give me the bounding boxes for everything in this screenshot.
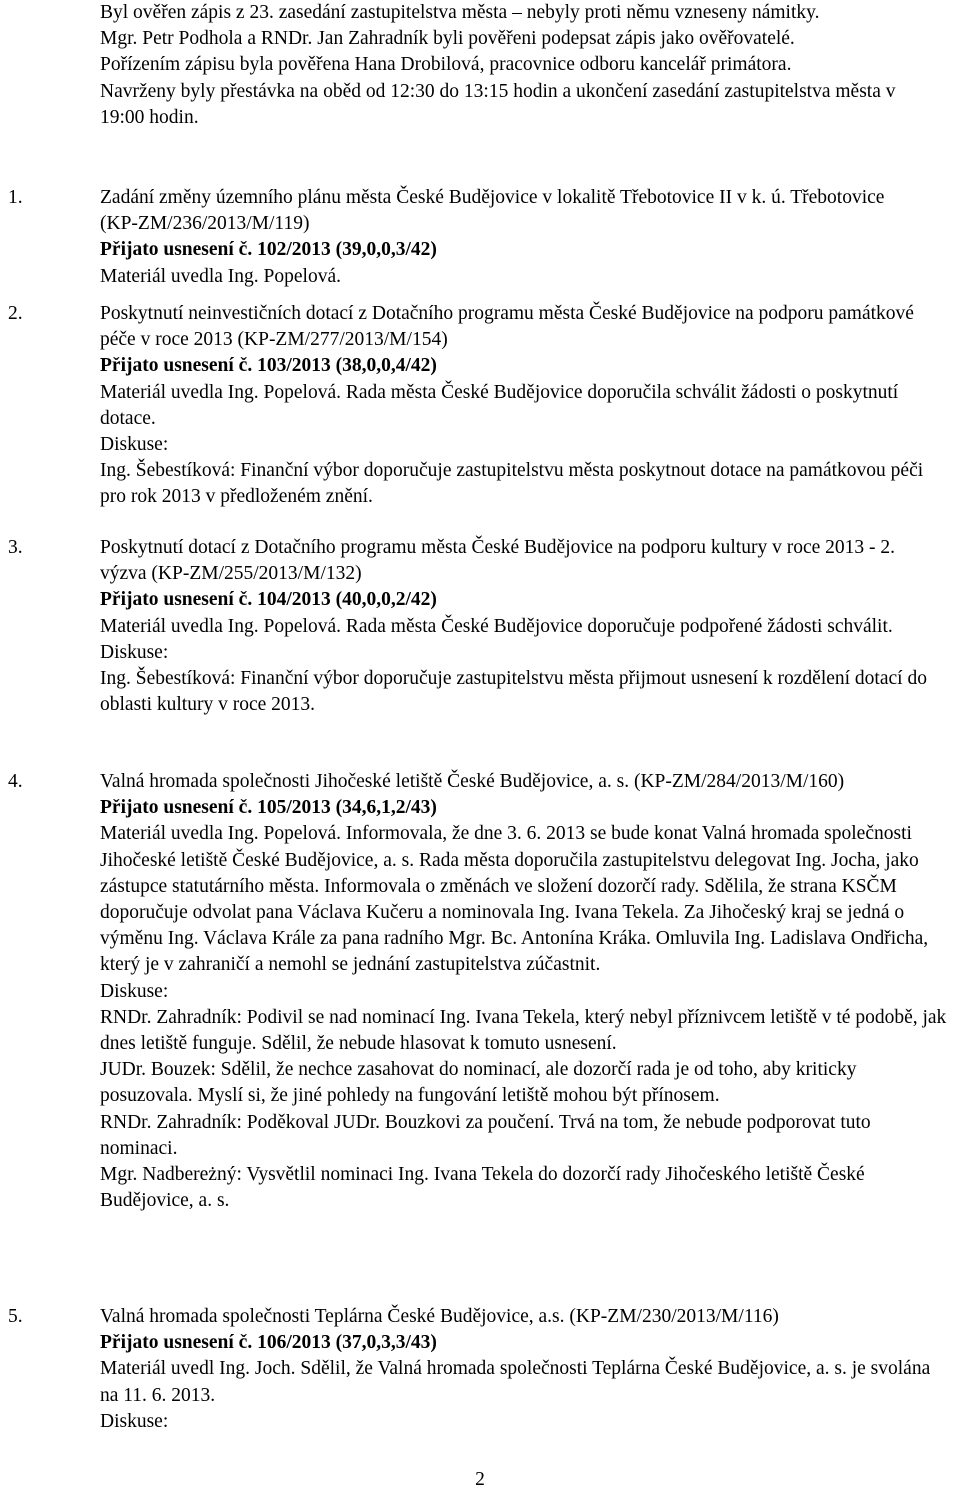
agenda-item-paragraph: RNDr. Zahradník: Podivil se nad nominací Ing. Ivana Tekela, který nebyl příznivcem letiště v té podobě, jak dnes letiště funguje. Sdělil, že nebude hlasovat k tomuto usnesení.	[100, 1006, 947, 1055]
agenda-item-body	[100, 769, 952, 1214]
agenda-item-paragraph: Materiál uvedla Ing. Popelová.	[100, 265, 341, 287]
resolution-line: Přijato usnesení č. 106/2013 (37,0,3,3/43)	[100, 1332, 437, 1354]
agenda-item-paragraph: Ing. Šebestíková: Finanční výbor doporučuje zastupitelstvu města přijmout usnesení k rozdělení dotací do oblasti kultury v roce 2013.	[100, 668, 927, 716]
intro-paragraph: Byl ověřen zápis z 23. zasedání zastupitelstva města – nebyly proti němu vzneseny námitky.	[100, 2, 820, 23]
agenda-item-number: 5.	[8, 1306, 23, 1327]
discussion-label: Diskuse:	[100, 980, 169, 1002]
intro-section	[100, 0, 930, 131]
agenda-item-body	[100, 301, 952, 511]
discussion-label: Diskuse:	[100, 641, 169, 663]
agenda-item-paragraph: JUDr. Bouzek: Sdělil, že nechce zasahovat do nominací, ale dozorčí rada je od toho, aby kriticky posuzovala. Myslí si, že jiné pohledy na fungování letiště mohou být přínosem.	[100, 1059, 857, 1107]
agenda-item-body	[100, 535, 930, 718]
resolution-line: Přijato usnesení č. 105/2013 (34,6,1,2/43)	[100, 797, 437, 819]
agenda-item-title: Poskytnutí dotací z Dotačního programu města České Budějovice na podporu kultury v roce 2013 - 2. výzva (KP-ZM/255/2013/M/132)	[100, 537, 895, 585]
agenda-item-paragraph: Materiál uvedla Ing. Popelová. Informovala, že dne 3. 6. 2013 se bude konat Valná hromada společnosti Jihočeské letiště České Budějovice, a. s. Rada města doporučila zastupitelstvu delegovat Ing. Jocha, jako zástupce statutárního města. Informovala o změnách ve složení dozorčí rady. Sdělila, že strana KSČM doporučuje odvolat pana Václava Kučeru a nominovala Ing. Ivana Tekela. Za Jihočeský kraj se jedná o výměnu Ing. Václava Krále za pana radního Mgr. Bc. Antonína Kráka. Omluvila Ing. Ladislava Ondřicha, který je v zahraničí a nemohl se jednání zastupitelstva zúčastnit.	[100, 823, 929, 976]
resolution-line: Přijato usnesení č. 103/2013 (38,0,0,4/42)	[100, 355, 437, 377]
agenda-item-title: Valná hromada společnosti Jihočeské letiště České Budějovice, a. s. (KP-ZM/284/2013/M/160)	[100, 771, 845, 792]
agenda-item-title: Valná hromada společnosti Teplárna České Budějovice, a.s. (KP-ZM/230/2013/M/116)	[100, 1306, 779, 1327]
agenda-item-paragraph: Ing. Šebestíková: Finanční výbor doporučuje zastupitelstvu města poskytnout dotace na památkovou péči pro rok 2013 v předloženém znění.	[100, 460, 924, 508]
agenda-item-body	[100, 1304, 952, 1435]
resolution-line: Přijato usnesení č. 104/2013 (40,0,0,2/42)	[100, 589, 437, 611]
agenda-item-paragraph: Materiál uvedla Ing. Popelová. Rada města České Budějovice doporučila schválit žádosti o poskytnutí dotace.	[100, 381, 899, 429]
agenda-item-number: 2.	[8, 303, 23, 324]
agenda-item-title: Poskytnutí neinvestičních dotací z Dotačního programu města České Budějovice na podporu památkové péče v roce 2013 (KP-ZM/277/2013/M/154)	[100, 303, 914, 351]
agenda-item-number: 3.	[8, 537, 23, 558]
agenda-item-paragraph: Materiál uvedl Ing. Joch. Sdělil, že Valná hromada společnosti Teplárna České Budějovice, a. s. je svolána na 11. 6. 2013.	[100, 1358, 931, 1406]
discussion-label: Diskuse:	[100, 1410, 169, 1432]
agenda-item-paragraph: Materiál uvedla Ing. Popelová. Rada města České Budějovice doporučuje podpořené žádosti schválit.	[100, 615, 893, 637]
discussion-label: Diskuse:	[100, 434, 169, 456]
intro-paragraph: Mgr. Petr Podhola a RNDr. Jan Zahradník byli pověřeni podepsat zápis jako ověřovatelé.	[100, 28, 795, 50]
agenda-item-body	[100, 185, 922, 290]
intro-paragraph: Navrženy byly přestávka na oběd od 12:30 do 13:15 hodin a ukončení zasedání zastupitelstva města v 19:00 hodin.	[100, 80, 896, 128]
resolution-line: Přijato usnesení č. 102/2013 (39,0,0,3/42)	[100, 239, 437, 261]
page-number: 2	[475, 1469, 485, 1490]
intro-paragraph: Pořízením zápisu byla pověřena Hana Drobilová, pracovnice odboru kancelář primátora.	[100, 54, 792, 76]
agenda-item-paragraph: Mgr. Nadbereżný: Vysvětlil nominaci Ing. Ivana Tekela do dozorčí rady Jihočeského letiště České Budějovice, a. s.	[100, 1164, 865, 1212]
agenda-item-paragraph: RNDr. Zahradník: Poděkoval JUDr. Bouzkovi za poučení. Trvá na tom, že nebude podporovat tuto nominaci.	[100, 1111, 871, 1159]
agenda-item-number: 4.	[8, 771, 23, 792]
agenda-item-title: Zadání změny územního plánu města České Budějovice v lokalitě Třebotovice II v k. ú. Třebotovice (KP-ZM/236/2013/M/119)	[100, 187, 885, 235]
agenda-item-number: 1.	[8, 187, 23, 208]
